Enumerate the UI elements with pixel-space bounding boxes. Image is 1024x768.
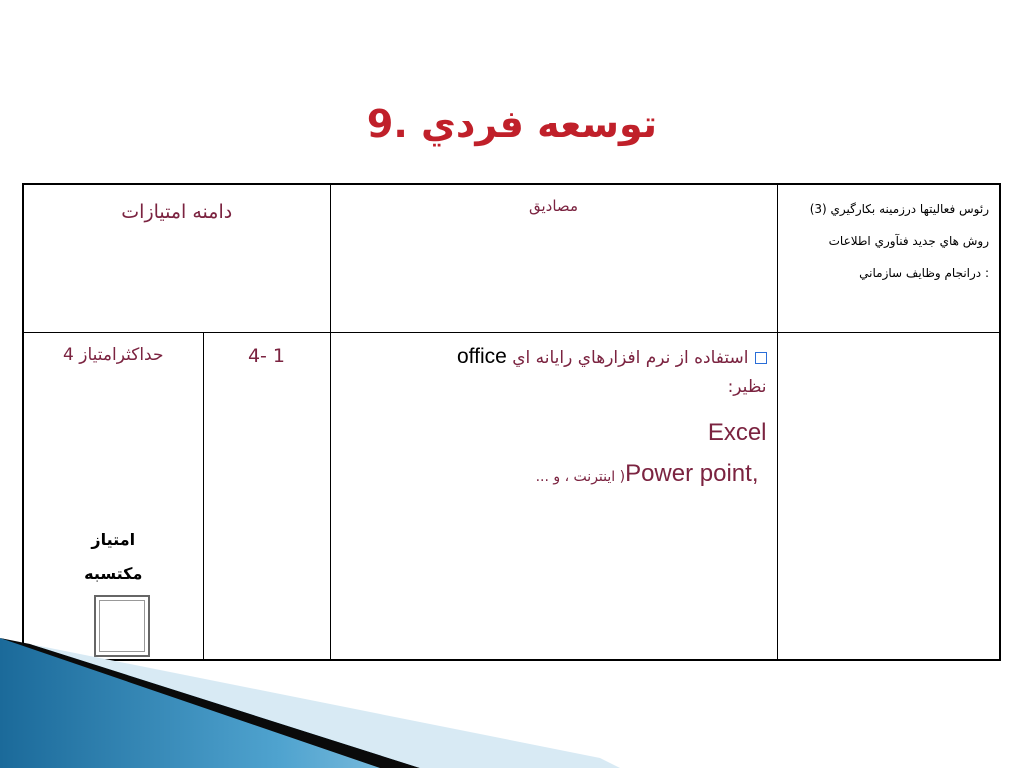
description-cell: [777, 184, 1000, 332]
domain-header-cell: [23, 184, 330, 332]
evidence-header: مصاديق: [529, 197, 578, 215]
scoring-table: [22, 183, 1001, 661]
evidence-office: office: [456, 344, 507, 368]
evidence-line-4-rest: ( اينترنت ، و ...: [535, 468, 626, 485]
description-line-1: (3) رئوس فعاليتها درزمينه بكارگيري: [809, 202, 989, 216]
earned-score-label: [24, 523, 203, 591]
evidence-line-2: نظير:: [727, 376, 767, 397]
score-range: 4- 1: [247, 344, 286, 367]
description-line-2: روش هاي جديد فنآوري اطلاعات: [828, 234, 989, 248]
earned-score-line-1: امتياز: [91, 529, 136, 549]
earned-score-line-2: مكتسبه: [84, 563, 143, 583]
evidence-header-cell: [330, 184, 777, 332]
score-range-cell: [203, 332, 330, 660]
evidence-power-point: ,Power point: [625, 459, 759, 487]
evidence-line-3: Excel: [707, 418, 767, 446]
evidence-line-1: [457, 345, 767, 369]
evidence-line-1-text: استفاده از نرم افزارهاي رايانه اي: [506, 347, 749, 368]
description-line-3: درانجام وظايف سازماني :: [859, 266, 989, 280]
max-score: حداكثرامتياز 4: [63, 344, 164, 365]
empty-cell: [777, 332, 1000, 660]
bullet-icon: [755, 352, 767, 364]
corner-decoration: [0, 638, 1024, 768]
evidence-cell: [330, 332, 777, 660]
evidence-line-4: [536, 459, 759, 488]
max-score-cell: [23, 332, 203, 660]
domain-header: دامنه امتيازات: [121, 201, 233, 223]
slide-title: 9. توسعه فردي: [366, 102, 658, 146]
